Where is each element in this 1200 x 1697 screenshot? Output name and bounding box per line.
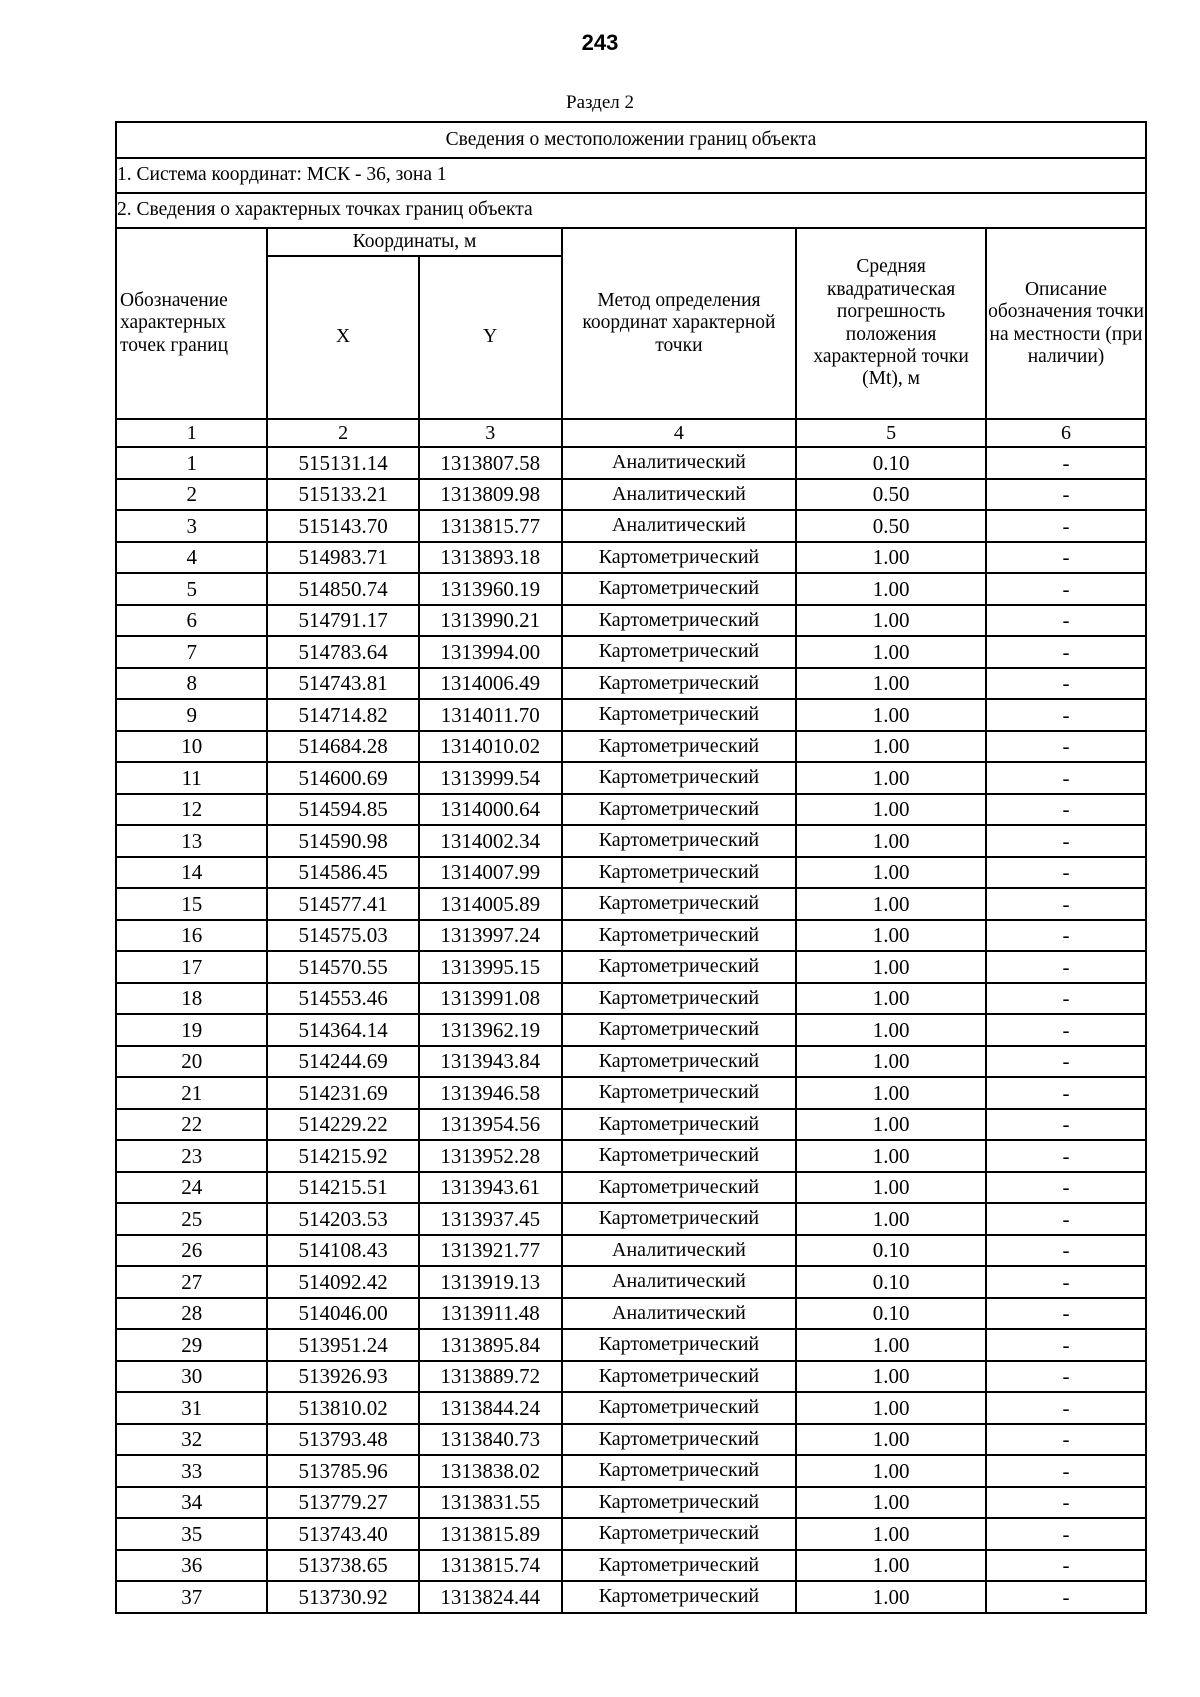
table-row: [116, 1424, 1146, 1456]
method-cell: Картометрический: [562, 1550, 797, 1582]
description-cell: -: [986, 1046, 1146, 1078]
method-cell: Аналитический: [562, 1298, 797, 1330]
y-coordinate-cell: 1314007.99: [419, 857, 562, 889]
x-coordinate-cell: 513951.24: [267, 1329, 418, 1361]
method-cell: Картометрический: [562, 636, 797, 668]
method-cell: Аналитический: [562, 1235, 797, 1267]
point-number-cell: 8: [116, 668, 267, 700]
error-cell: 1.00: [796, 1424, 986, 1456]
table-row: [116, 983, 1146, 1015]
method-cell: Картометрический: [562, 888, 797, 920]
y-coordinate-cell: 1313911.48: [419, 1298, 562, 1330]
point-number-cell: 6: [116, 605, 267, 637]
table-row: [116, 668, 1146, 700]
description-cell: -: [986, 857, 1146, 889]
description-cell: -: [986, 1392, 1146, 1424]
error-cell: 1.00: [796, 1203, 986, 1235]
x-coordinate-cell: 514594.85: [267, 794, 418, 826]
y-coordinate-cell: 1313815.77: [419, 510, 562, 542]
table-row: [116, 920, 1146, 952]
table-row: [116, 1109, 1146, 1141]
table-row: [116, 1077, 1146, 1109]
method-cell: Картометрический: [562, 1046, 797, 1078]
x-coordinate-cell: 514743.81: [267, 668, 418, 700]
header-method: Метод определения координат характерной точки: [562, 228, 797, 419]
x-coordinate-cell: 515131.14: [267, 447, 418, 479]
method-cell: Аналитический: [562, 447, 797, 479]
table-row: [116, 699, 1146, 731]
method-cell: Картометрический: [562, 542, 797, 574]
x-coordinate-cell: 514229.22: [267, 1109, 418, 1141]
error-cell: 1.00: [796, 857, 986, 889]
y-coordinate-cell: 1313889.72: [419, 1361, 562, 1393]
description-cell: -: [986, 1455, 1146, 1487]
description-cell: -: [986, 1550, 1146, 1582]
header-row: [116, 228, 1146, 256]
error-cell: 0.10: [796, 447, 986, 479]
y-coordinate-cell: 1313921.77: [419, 1235, 562, 1267]
x-coordinate-cell: 513779.27: [267, 1487, 418, 1519]
points-heading-row: [116, 193, 1146, 228]
error-cell: 1.00: [796, 1361, 986, 1393]
column-numbers-row: [116, 419, 1146, 447]
method-cell: Картометрический: [562, 1455, 797, 1487]
x-coordinate-cell: 513785.96: [267, 1455, 418, 1487]
x-coordinate-cell: 514577.41: [267, 888, 418, 920]
table-row: [116, 1518, 1146, 1550]
description-cell: -: [986, 1424, 1146, 1456]
table-row: [116, 1329, 1146, 1361]
description-cell: -: [986, 573, 1146, 605]
error-cell: 1.00: [796, 636, 986, 668]
x-coordinate-cell: 514244.69: [267, 1046, 418, 1078]
method-cell: Картометрический: [562, 857, 797, 889]
point-number-cell: 23: [116, 1140, 267, 1172]
description-cell: -: [986, 794, 1146, 826]
method-cell: Картометрический: [562, 1203, 797, 1235]
point-number-cell: 11: [116, 762, 267, 794]
method-cell: Картометрический: [562, 951, 797, 983]
table-row: [116, 825, 1146, 857]
method-cell: Картометрический: [562, 1361, 797, 1393]
x-coordinate-cell: 514570.55: [267, 951, 418, 983]
error-cell: 1.00: [796, 1392, 986, 1424]
header-error: Средняя квадратическая погрешность положения характерной точки (Mt), м: [796, 228, 986, 419]
point-number-cell: 12: [116, 794, 267, 826]
x-coordinate-cell: 513730.92: [267, 1581, 418, 1613]
description-cell: -: [986, 1329, 1146, 1361]
y-coordinate-cell: 1313991.08: [419, 983, 562, 1015]
y-coordinate-cell: 1313962.19: [419, 1014, 562, 1046]
method-cell: Картометрический: [562, 762, 797, 794]
table-row: [116, 1455, 1146, 1487]
x-coordinate-cell: 514553.46: [267, 983, 418, 1015]
x-coordinate-cell: 514684.28: [267, 731, 418, 763]
error-cell: 1.00: [796, 1329, 986, 1361]
y-coordinate-cell: 1313919.13: [419, 1266, 562, 1298]
boundary-points-table: [115, 121, 1147, 1614]
point-number-cell: 17: [116, 951, 267, 983]
coord-system: 1. Система координат: МСК - 36, зона 1: [116, 158, 1146, 193]
method-cell: Картометрический: [562, 794, 797, 826]
table-row: [116, 794, 1146, 826]
y-coordinate-cell: 1313893.18: [419, 542, 562, 574]
y-coordinate-cell: 1313997.24: [419, 920, 562, 952]
header-x: X: [267, 256, 418, 419]
point-number-cell: 34: [116, 1487, 267, 1519]
description-cell: -: [986, 1361, 1146, 1393]
method-cell: Картометрический: [562, 825, 797, 857]
method-cell: Картометрический: [562, 1109, 797, 1141]
description-cell: -: [986, 1518, 1146, 1550]
y-coordinate-cell: 1313831.55: [419, 1487, 562, 1519]
method-cell: Картометрический: [562, 1424, 797, 1456]
method-cell: Картометрический: [562, 605, 797, 637]
error-cell: 1.00: [796, 605, 986, 637]
x-coordinate-cell: 514783.64: [267, 636, 418, 668]
method-cell: Картометрический: [562, 920, 797, 952]
table-row: [116, 1172, 1146, 1204]
point-number-cell: 27: [116, 1266, 267, 1298]
point-number-cell: 16: [116, 920, 267, 952]
x-coordinate-cell: 514791.17: [267, 605, 418, 637]
column-number: 3: [419, 419, 562, 447]
method-cell: Картометрический: [562, 983, 797, 1015]
y-coordinate-cell: 1314000.64: [419, 794, 562, 826]
x-coordinate-cell: 514231.69: [267, 1077, 418, 1109]
table-row: [116, 636, 1146, 668]
error-cell: 1.00: [796, 1487, 986, 1519]
method-cell: Картометрический: [562, 573, 797, 605]
table-row: [116, 888, 1146, 920]
point-number-cell: 19: [116, 1014, 267, 1046]
description-cell: -: [986, 1298, 1146, 1330]
table-row: [116, 573, 1146, 605]
description-cell: -: [986, 951, 1146, 983]
point-number-cell: 25: [116, 1203, 267, 1235]
error-cell: 1.00: [796, 731, 986, 763]
description-cell: -: [986, 510, 1146, 542]
y-coordinate-cell: 1313995.15: [419, 951, 562, 983]
method-cell: Картометрический: [562, 1172, 797, 1204]
table-row: [116, 447, 1146, 479]
error-cell: 1.00: [796, 542, 986, 574]
x-coordinate-cell: 514850.74: [267, 573, 418, 605]
table-row: [116, 762, 1146, 794]
error-cell: 1.00: [796, 920, 986, 952]
error-cell: 0.10: [796, 1298, 986, 1330]
point-number-cell: 10: [116, 731, 267, 763]
point-number-cell: 7: [116, 636, 267, 668]
table-title-row: [116, 122, 1146, 158]
x-coordinate-cell: 514108.43: [267, 1235, 418, 1267]
y-coordinate-cell: 1313937.45: [419, 1203, 562, 1235]
description-cell: -: [986, 1235, 1146, 1267]
description-cell: -: [986, 983, 1146, 1015]
point-number-cell: 5: [116, 573, 267, 605]
y-coordinate-cell: 1313840.73: [419, 1424, 562, 1456]
table-row: [116, 510, 1146, 542]
x-coordinate-cell: 514092.42: [267, 1266, 418, 1298]
method-cell: Картометрический: [562, 1077, 797, 1109]
x-coordinate-cell: 515143.70: [267, 510, 418, 542]
error-cell: 0.10: [796, 1235, 986, 1267]
x-coordinate-cell: 514046.00: [267, 1298, 418, 1330]
point-number-cell: 18: [116, 983, 267, 1015]
table-row: [116, 1487, 1146, 1519]
y-coordinate-cell: 1313952.28: [419, 1140, 562, 1172]
point-number-cell: 26: [116, 1235, 267, 1267]
description-cell: -: [986, 1014, 1146, 1046]
column-number: 2: [267, 419, 418, 447]
x-coordinate-cell: 513810.02: [267, 1392, 418, 1424]
x-coordinate-cell: 514364.14: [267, 1014, 418, 1046]
table-row: [116, 542, 1146, 574]
method-cell: Картометрический: [562, 1140, 797, 1172]
table-row: [116, 1014, 1146, 1046]
y-coordinate-cell: 1313946.58: [419, 1077, 562, 1109]
x-coordinate-cell: 513793.48: [267, 1424, 418, 1456]
header-y: Y: [419, 256, 562, 419]
table-row: [116, 605, 1146, 637]
y-coordinate-cell: 1313815.74: [419, 1550, 562, 1582]
description-cell: -: [986, 668, 1146, 700]
method-cell: Картометрический: [562, 668, 797, 700]
method-cell: Аналитический: [562, 510, 797, 542]
y-coordinate-cell: 1313815.89: [419, 1518, 562, 1550]
x-coordinate-cell: 514575.03: [267, 920, 418, 952]
table-row: [116, 1392, 1146, 1424]
method-cell: Картометрический: [562, 1392, 797, 1424]
table-row: [116, 1235, 1146, 1267]
point-number-cell: 31: [116, 1392, 267, 1424]
error-cell: 1.00: [796, 951, 986, 983]
table-row: [116, 951, 1146, 983]
point-number-cell: 28: [116, 1298, 267, 1330]
description-cell: -: [986, 825, 1146, 857]
error-cell: 0.10: [796, 1266, 986, 1298]
y-coordinate-cell: 1314005.89: [419, 888, 562, 920]
table-row: [116, 479, 1146, 511]
header-point-designation: Обозначение характерных точек границ: [116, 228, 267, 419]
point-number-cell: 29: [116, 1329, 267, 1361]
point-number-cell: 20: [116, 1046, 267, 1078]
y-coordinate-cell: 1313999.54: [419, 762, 562, 794]
x-coordinate-cell: 514586.45: [267, 857, 418, 889]
y-coordinate-cell: 1313994.00: [419, 636, 562, 668]
point-number-cell: 2: [116, 479, 267, 511]
description-cell: -: [986, 1077, 1146, 1109]
description-cell: -: [986, 1172, 1146, 1204]
error-cell: 1.00: [796, 1518, 986, 1550]
description-cell: -: [986, 731, 1146, 763]
error-cell: 1.00: [796, 1455, 986, 1487]
error-cell: 1.00: [796, 668, 986, 700]
x-coordinate-cell: 514590.98: [267, 825, 418, 857]
y-coordinate-cell: 1313895.84: [419, 1329, 562, 1361]
description-cell: -: [986, 542, 1146, 574]
column-number: 4: [562, 419, 797, 447]
column-number: 1: [116, 419, 267, 447]
description-cell: -: [986, 1487, 1146, 1519]
x-coordinate-cell: 514203.53: [267, 1203, 418, 1235]
point-number-cell: 21: [116, 1077, 267, 1109]
point-number-cell: 15: [116, 888, 267, 920]
y-coordinate-cell: 1313990.21: [419, 605, 562, 637]
section-label: Раздел 2: [566, 92, 634, 113]
method-cell: Картометрический: [562, 1014, 797, 1046]
table-row: [116, 857, 1146, 889]
y-coordinate-cell: 1313824.44: [419, 1581, 562, 1613]
description-cell: -: [986, 699, 1146, 731]
description-cell: -: [986, 636, 1146, 668]
x-coordinate-cell: 514714.82: [267, 699, 418, 731]
x-coordinate-cell: 515133.21: [267, 479, 418, 511]
y-coordinate-cell: 1313954.56: [419, 1109, 562, 1141]
point-number-cell: 35: [116, 1518, 267, 1550]
y-coordinate-cell: 1313960.19: [419, 573, 562, 605]
description-cell: -: [986, 1140, 1146, 1172]
x-coordinate-cell: 513926.93: [267, 1361, 418, 1393]
y-coordinate-cell: 1313844.24: [419, 1392, 562, 1424]
error-cell: 1.00: [796, 573, 986, 605]
point-number-cell: 24: [116, 1172, 267, 1204]
table-row: [116, 1361, 1146, 1393]
table-row: [116, 1581, 1146, 1613]
method-cell: Аналитический: [562, 479, 797, 511]
point-number-cell: 3: [116, 510, 267, 542]
method-cell: Картометрический: [562, 1518, 797, 1550]
method-cell: Картометрический: [562, 1329, 797, 1361]
error-cell: 0.50: [796, 510, 986, 542]
error-cell: 1.00: [796, 983, 986, 1015]
point-number-cell: 36: [116, 1550, 267, 1582]
y-coordinate-cell: 1313807.58: [419, 447, 562, 479]
point-number-cell: 33: [116, 1455, 267, 1487]
point-number-cell: 13: [116, 825, 267, 857]
point-number-cell: 37: [116, 1581, 267, 1613]
points-heading: 2. Сведения о характерных точках границ объекта: [116, 193, 1146, 228]
x-coordinate-cell: 513743.40: [267, 1518, 418, 1550]
table-row: [116, 1140, 1146, 1172]
error-cell: 0.50: [796, 479, 986, 511]
y-coordinate-cell: 1314002.34: [419, 825, 562, 857]
point-number-cell: 4: [116, 542, 267, 574]
error-cell: 1.00: [796, 762, 986, 794]
point-number-cell: 32: [116, 1424, 267, 1456]
error-cell: 1.00: [796, 825, 986, 857]
method-cell: Аналитический: [562, 1266, 797, 1298]
error-cell: 1.00: [796, 1014, 986, 1046]
method-cell: Картометрический: [562, 1487, 797, 1519]
x-coordinate-cell: 514215.92: [267, 1140, 418, 1172]
error-cell: 1.00: [796, 888, 986, 920]
y-coordinate-cell: 1313943.61: [419, 1172, 562, 1204]
column-number: 5: [796, 419, 986, 447]
y-coordinate-cell: 1313809.98: [419, 479, 562, 511]
table-row: [116, 1046, 1146, 1078]
method-cell: Картометрический: [562, 699, 797, 731]
table-row: [116, 1298, 1146, 1330]
table-row: [116, 1266, 1146, 1298]
x-coordinate-cell: 514215.51: [267, 1172, 418, 1204]
error-cell: 1.00: [796, 699, 986, 731]
column-number: 6: [986, 419, 1146, 447]
table-row: [116, 1550, 1146, 1582]
table-row: [116, 731, 1146, 763]
point-number-cell: 22: [116, 1109, 267, 1141]
description-cell: -: [986, 447, 1146, 479]
y-coordinate-cell: 1313838.02: [419, 1455, 562, 1487]
error-cell: 1.00: [796, 794, 986, 826]
description-cell: -: [986, 1203, 1146, 1235]
description-cell: -: [986, 920, 1146, 952]
y-coordinate-cell: 1314006.49: [419, 668, 562, 700]
description-cell: -: [986, 605, 1146, 637]
description-cell: -: [986, 1581, 1146, 1613]
error-cell: 1.00: [796, 1172, 986, 1204]
point-number-cell: 30: [116, 1361, 267, 1393]
x-coordinate-cell: 514600.69: [267, 762, 418, 794]
error-cell: 1.00: [796, 1046, 986, 1078]
table-row: [116, 1203, 1146, 1235]
error-cell: 1.00: [796, 1581, 986, 1613]
x-coordinate-cell: 513738.65: [267, 1550, 418, 1582]
description-cell: -: [986, 762, 1146, 794]
method-cell: Картометрический: [562, 1581, 797, 1613]
error-cell: 1.00: [796, 1077, 986, 1109]
header-description: Описание обозначения точки на местности (при наличии): [986, 228, 1146, 419]
error-cell: 1.00: [796, 1550, 986, 1582]
description-cell: -: [986, 888, 1146, 920]
method-cell: Картометрический: [562, 731, 797, 763]
coord-system-row: [116, 158, 1146, 193]
description-cell: -: [986, 1109, 1146, 1141]
y-coordinate-cell: 1314010.02: [419, 731, 562, 763]
error-cell: 1.00: [796, 1109, 986, 1141]
page-number: 243: [581, 30, 619, 55]
description-cell: -: [986, 479, 1146, 511]
table-title: Сведения о местоположении границ объекта: [116, 122, 1146, 158]
description-cell: -: [986, 1266, 1146, 1298]
point-number-cell: 14: [116, 857, 267, 889]
error-cell: 1.00: [796, 1140, 986, 1172]
header-coordinates: Координаты, м: [267, 228, 561, 256]
y-coordinate-cell: 1314011.70: [419, 699, 562, 731]
point-number-cell: 9: [116, 699, 267, 731]
y-coordinate-cell: 1313943.84: [419, 1046, 562, 1078]
x-coordinate-cell: 514983.71: [267, 542, 418, 574]
point-number-cell: 1: [116, 447, 267, 479]
